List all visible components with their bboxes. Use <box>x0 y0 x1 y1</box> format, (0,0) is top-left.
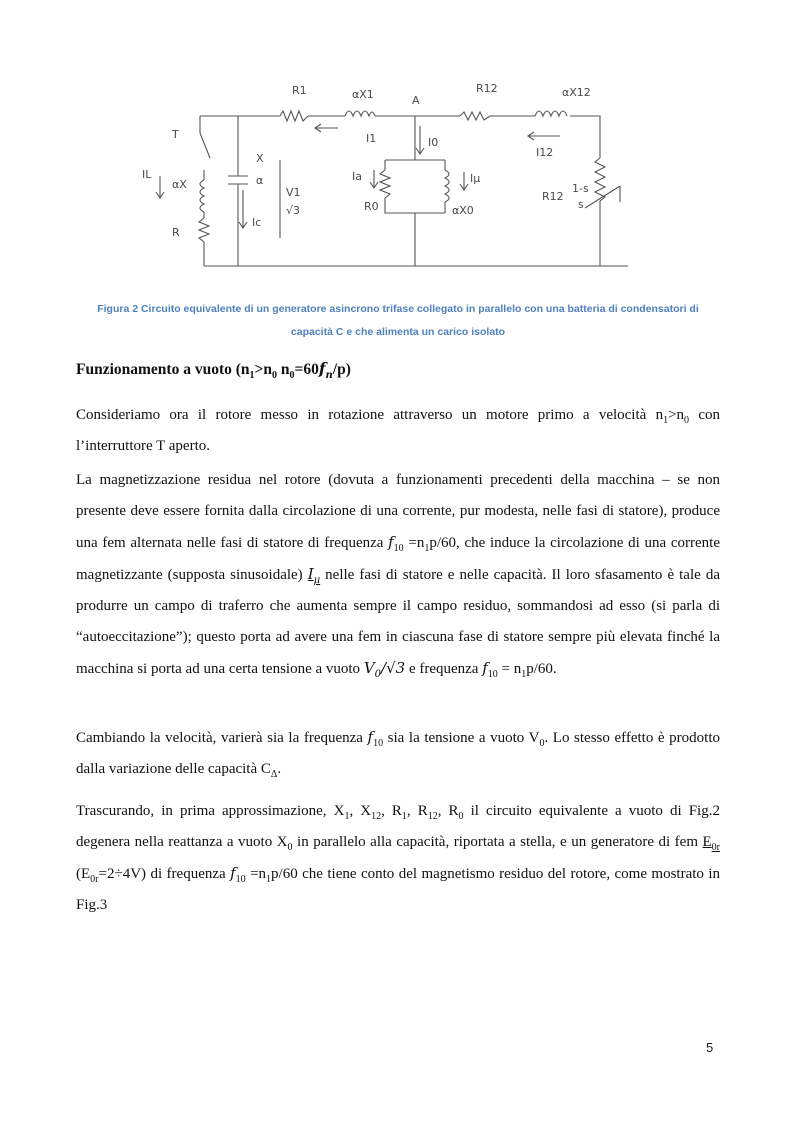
label-I0: I0 <box>428 136 439 149</box>
label-R12-load: R12 <box>542 190 564 203</box>
paragraph-1: Consideriamo ora il rotore messo in rotazione attraverso un motore primo a velocità $n_1>n_0$ con l’interruttore T aperto. <box>76 407 720 454</box>
section-heading: Funzionamento a vuoto ($n_1>n_0$ $n_0=60f_n/p$) <box>76 359 351 382</box>
label-I1: I1 <box>366 132 377 145</box>
label-frac-bot: s <box>578 198 584 211</box>
paragraph-3: Cambiando la velocità, varierà sia la frequenza $f_{10}$ sia la tensione a vuoto $V_0$. Lo stesso effetto è prodotto dalla variazione delle capacità $C_\Delta$. <box>76 728 720 780</box>
label-Ia: Ia <box>352 170 362 183</box>
label-R12: R12 <box>476 82 498 95</box>
label-X-cap: X <box>256 152 264 165</box>
label-R0: R0 <box>364 200 379 213</box>
caption-line-1: Figura 2 Circuito equivalente di un generatore asincrono trifase collegato in parallelo con una batteria di condensatori di <box>97 303 699 315</box>
label-R1: R1 <box>292 84 307 97</box>
equivalent-circuit-diagram <box>130 78 630 274</box>
label-A: A <box>412 94 420 107</box>
label-Ic: Ic <box>252 216 262 229</box>
label-V1: V1 <box>286 186 301 199</box>
label-sqrt3: √3 <box>286 204 301 217</box>
label-T: T <box>172 128 179 141</box>
page-number: 5 <box>706 1040 714 1055</box>
label-aX0: αX0 <box>452 204 474 217</box>
label-alpha: α <box>256 174 264 187</box>
paragraph-2: La magnetizzazione residua nel rotore (dovuta a funzionamenti precedenti della macchina – se non presente deve essere fornita dalla circolazione di una corrente, pur modesta, nelle fasi di statore), produce una fem alternata nelle fasi di statore di frequenza $f_{10} =n_1p/60$, che induce la circolazione di una corrente magnetizzante (supposta sinusoidale) $I_\mu$ nelle fasi di statore e nelle capacità. Il loro sfasamento è tale da produrre un campo di traferro che aumenta sempre il campo residuo, sommandosi ad esso (si parla di “autoeccitazione”); questo porta ad avere una fem in ciascuna fase di statore sempre più elevata finché la macchina si porta ad una certa tensione a vuoto $V_0/√3$ e frequenza $f_{10} = n_1p/60$. <box>76 472 720 680</box>
label-IL: IL <box>142 168 152 181</box>
label-frac-top: 1-s <box>572 182 589 195</box>
label-I12: I12 <box>536 146 554 159</box>
label-R: R <box>172 226 180 239</box>
caption-line-2: capacità C e che alimenta un carico isolato <box>290 326 506 338</box>
label-aX12: αX12 <box>562 86 591 99</box>
label-aX: αX <box>172 178 187 191</box>
circuit-figure <box>130 78 630 274</box>
label-Imu: Iμ <box>470 172 481 185</box>
paragraph-4: Trascurando, in prima approssimazione, $X_1$, $X_{12}$, $R_1$, $R_{12}$, $R_0$ il circuito equivalente a vuoto di Fig.2 degenera nella reattanza a vuoto $X_0$ in parallelo alla capacità, riportata a stella, e un generatore di fem $E_{0r}$ $(E_{0r}=2\div 4V)$ di frequenza $f_{10} =n_1p/60$ che tiene conto del magnetismo residuo del rotore, come mostrato in Fig.3 <box>76 803 720 913</box>
figure-caption <box>76 298 720 344</box>
label-aX1: αX1 <box>352 88 374 101</box>
